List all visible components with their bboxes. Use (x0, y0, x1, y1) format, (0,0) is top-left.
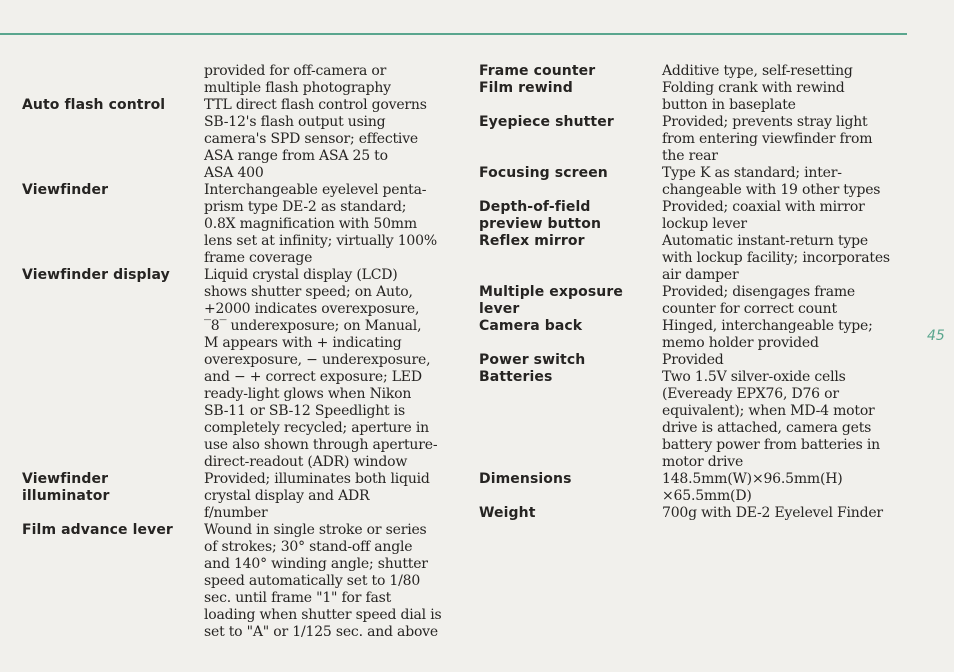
spec-term: Frame counter (479, 63, 596, 79)
spec-term: Eyepiece shutter (479, 114, 614, 130)
spec-description: 148.5mm(W)×96.5mm(H) ×65.5mm(D) (662, 471, 843, 504)
spec-description: TTL direct flash control governs SB-12's flash output using camera's SPD sensor; effective ASA range from ASA 25 to ASA 400 (204, 97, 427, 181)
spec-term: Weight (479, 505, 536, 521)
spec-description: Two 1.5V silver-oxide cells (Eveready EPX76, D76 or equivalent); when MD-4 motor drive is attached, camera gets battery power from batteries in motor drive (662, 369, 880, 470)
spec-row (479, 318, 909, 352)
spec-term: Camera back (479, 318, 583, 334)
spec-description: Wound in single stroke or series of strokes; 30° stand-off angle and 140° winding angle; shutter speed automatically set to 1/80 sec. until frame "1" for fast loading when shutter speed dial is set to "A" or 1/125 sec. and above (204, 522, 442, 640)
spec-row (479, 233, 909, 284)
top-rule (0, 33, 907, 35)
page-number: 45 (927, 328, 945, 344)
spec-description: 700g with DE-2 Eyelevel Finder (662, 505, 883, 521)
spec-description: Interchangeable eyelevel penta- prism type DE-2 as standard; 0.8X magnification with 50mm lens set at infinity; virtually 100% frame coverage (204, 182, 437, 266)
spec-row (22, 63, 462, 97)
spec-term: Viewfinder display (22, 267, 170, 283)
spec-row (22, 471, 462, 522)
spec-row (479, 165, 909, 199)
spec-term: Multiple exposure lever (479, 284, 623, 317)
spec-term: Reflex mirror (479, 233, 585, 249)
spec-term: Viewfinder illuminator (22, 471, 110, 504)
spec-row (22, 267, 462, 471)
spec-row (479, 505, 909, 522)
spec-description: provided for off-camera or multiple flash photography (204, 63, 391, 96)
spec-row (22, 182, 462, 267)
spec-term: Film advance lever (22, 522, 173, 538)
spec-row (479, 352, 909, 369)
spec-description: Additive type, self-resetting (662, 63, 853, 79)
spec-term: Film rewind (479, 80, 573, 96)
spec-term: Batteries (479, 369, 553, 385)
spec-description: Type K as standard; inter- changeable with 19 other types (662, 165, 881, 198)
spec-row (479, 471, 909, 505)
spec-term: Viewfinder (22, 182, 109, 198)
spec-row (22, 97, 462, 182)
spec-row (479, 80, 909, 114)
spec-term: Focusing screen (479, 165, 608, 181)
spec-row (479, 114, 909, 165)
spec-term: Dimensions (479, 471, 572, 487)
spec-description: Provided; disengages frame counter for correct count (662, 284, 856, 317)
spec-description: Liquid crystal display (LCD) shows shutter speed; on Auto, +2000 indicates overexposure, ‾8‾ underexposure; on Manual, M appears with + indicating overexposure, − underexposure, and − + correct exposure; LED ready-light glows when Nikon SB-11 or SB-12 Speedlight is completely recycled; aperture in use also shown through aperture- direct-readout (ADR) window (204, 267, 438, 470)
spec-row (22, 522, 462, 641)
spec-description: Provided; coaxial with mirror lockup lever (662, 199, 865, 232)
spec-description: Provided; illuminates both liquid crystal display and ADR f/number (204, 471, 430, 521)
spec-term: Depth-of-field preview button (479, 199, 602, 232)
spec-description: Provided (662, 352, 724, 368)
spec-term: Auto flash control (22, 97, 166, 113)
spec-description: Folding crank with rewind button in baseplate (662, 80, 845, 113)
spec-row (479, 63, 909, 80)
spec-description: Automatic instant-return type with lockup facility; incorporates air damper (662, 233, 890, 283)
spec-description: Provided; prevents stray light from entering viewfinder from the rear (662, 114, 873, 164)
spec-row (479, 199, 909, 233)
spec-term: Power switch (479, 352, 586, 368)
spec-row (479, 284, 909, 318)
spec-row (479, 369, 909, 471)
spec-column-right (479, 63, 909, 522)
spec-description: Hinged, interchangeable type; memo holder provided (662, 318, 873, 351)
spec-column-left (22, 63, 462, 641)
